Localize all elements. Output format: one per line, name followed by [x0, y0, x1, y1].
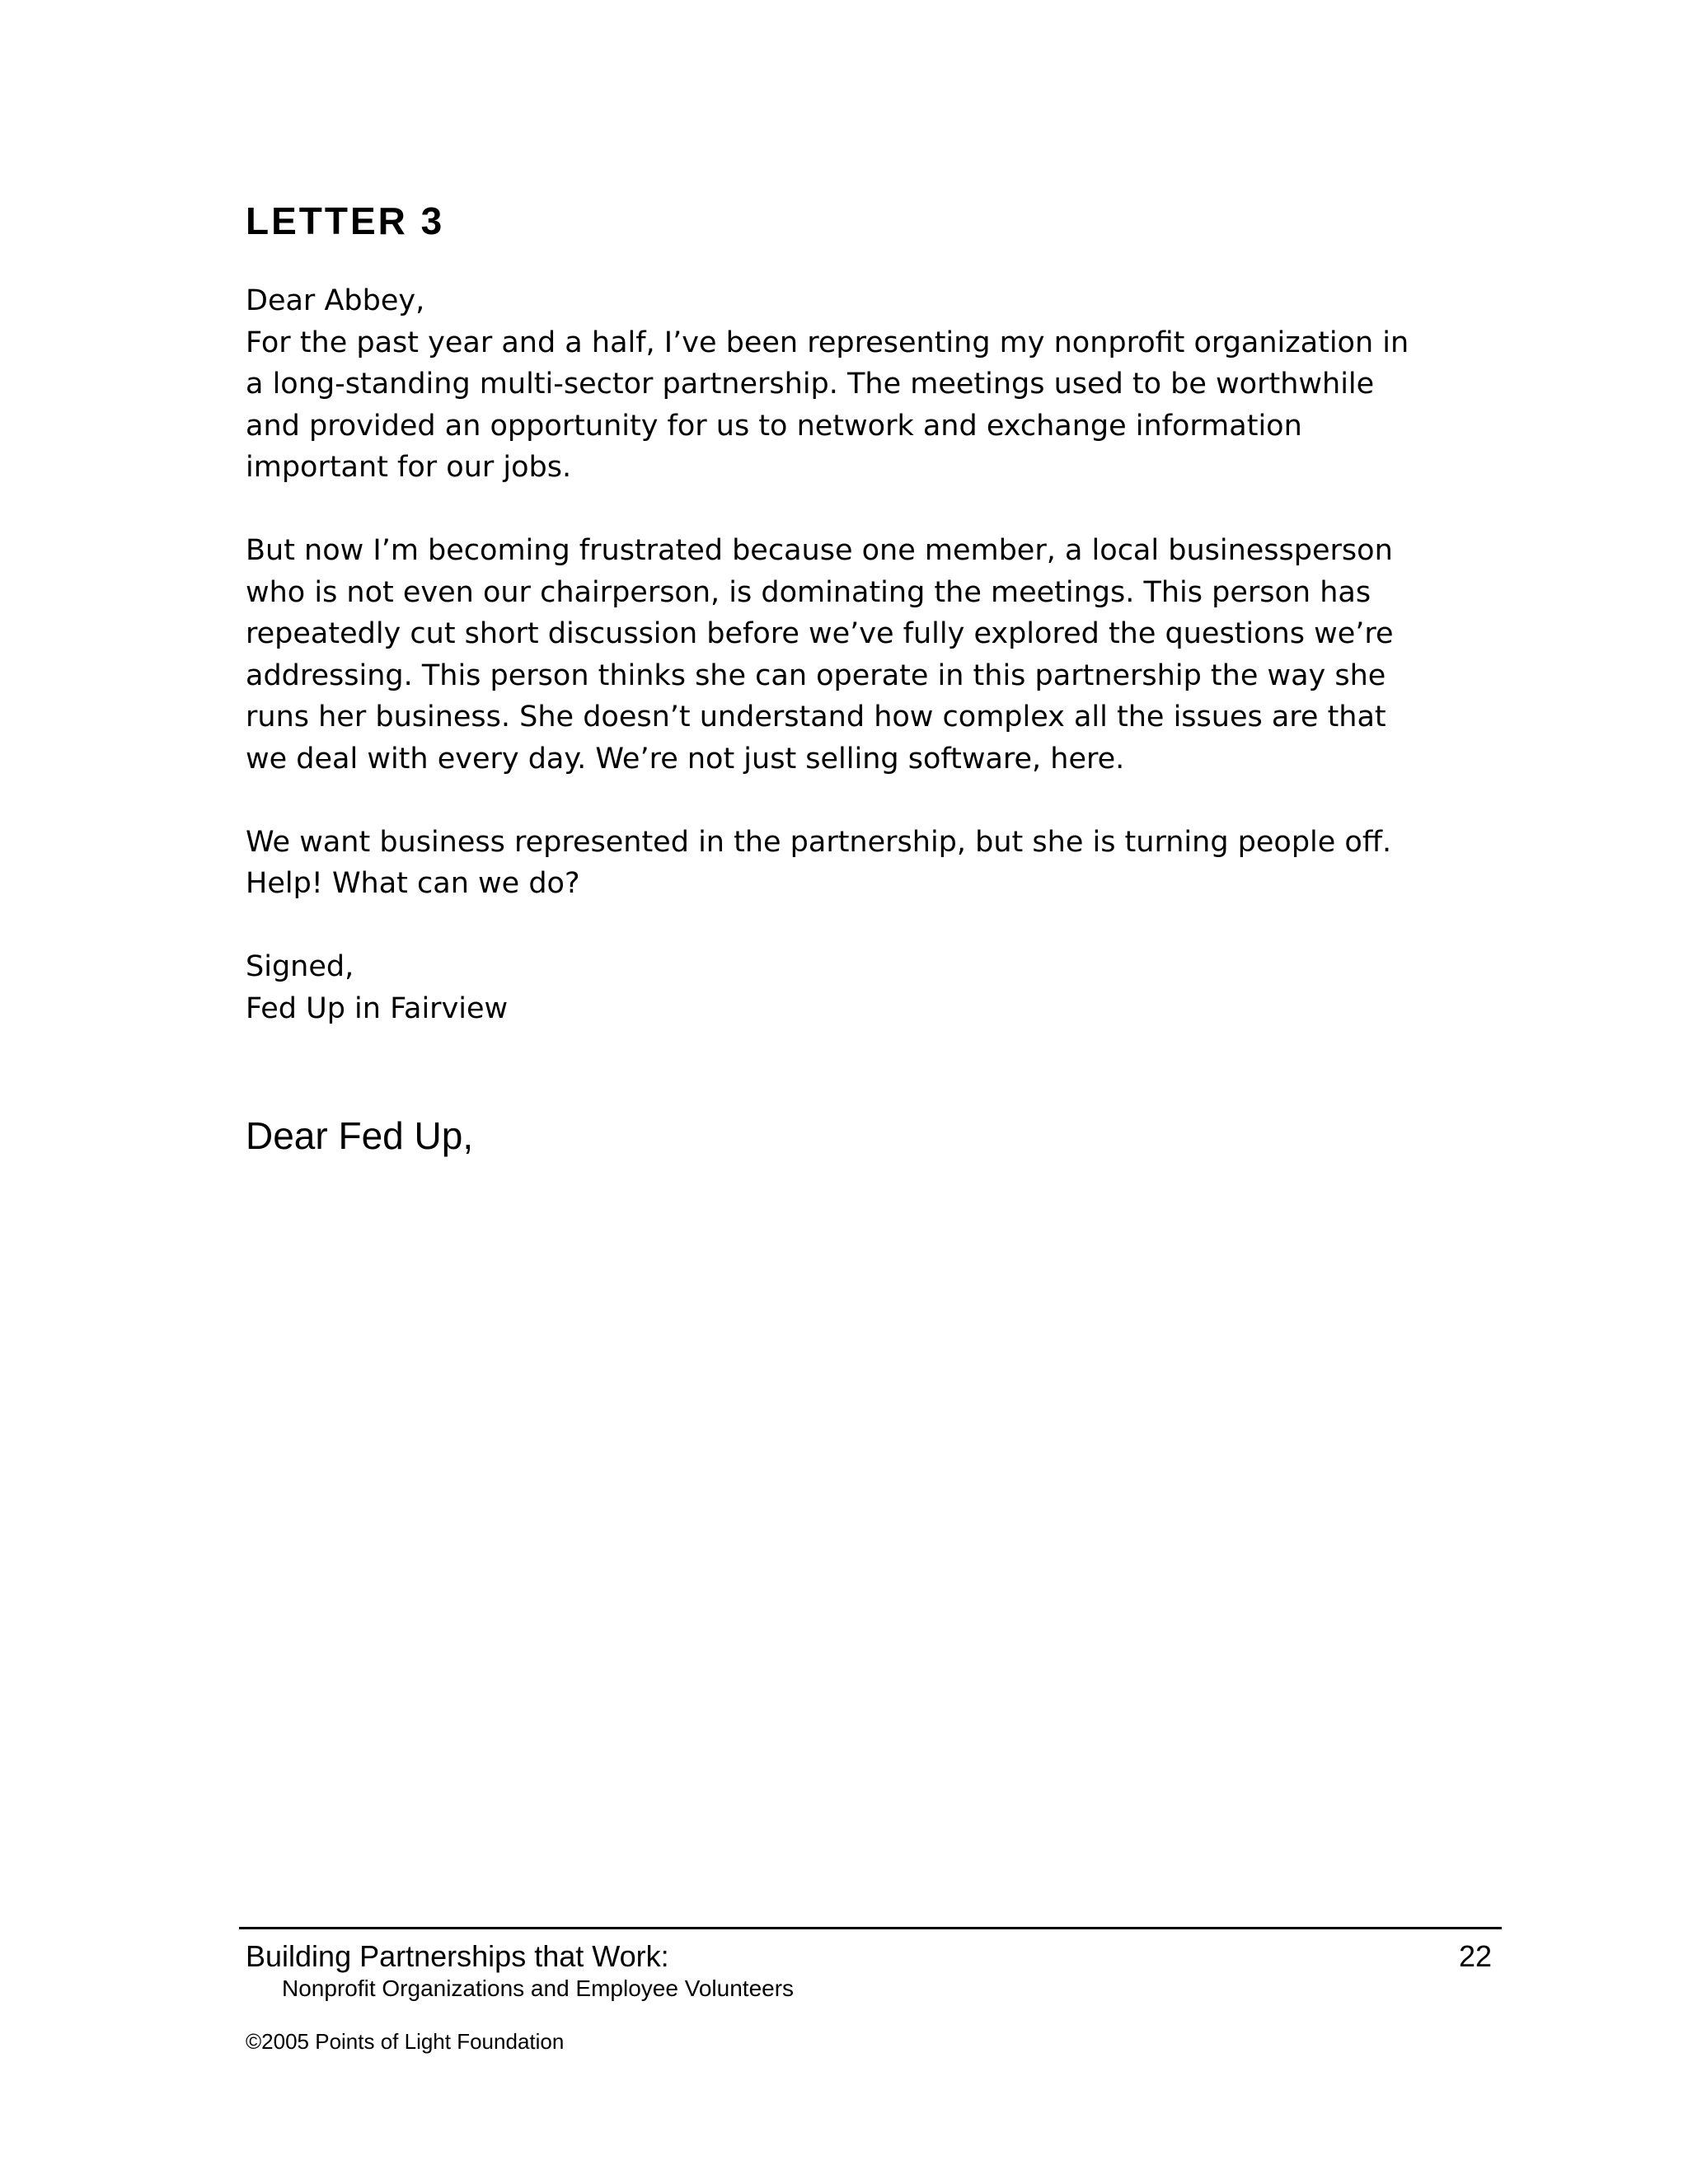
letter-signature: Fed Up in Fairview [246, 991, 509, 1025]
letter-heading: LETTER 3 [246, 199, 445, 242]
reply-salutation: Dear Fed Up, [246, 1114, 474, 1157]
letter-body [246, 280, 1416, 1029]
letter-paragraph-1: For the past year and a half, I’ve been representing my nonprofit organization in a long-standing multi-sector partnership. The meetings used to be worthwhile and provided an opportunity for us to network and exchange information important for our jobs. [246, 326, 1409, 484]
signature-block [246, 946, 1416, 1029]
letter-signoff: Signed, [246, 950, 354, 983]
footer-subtitle: Nonprofit Organizations and Employee Volunteers [282, 1975, 795, 2001]
footer-title: Building Partnerships that Work: [246, 1939, 669, 1973]
letter-salutation: Dear Abbey, [246, 284, 425, 317]
letter-paragraph-3: We want business represented in the partnership, but she is turning people off. Help! What can we do? [246, 825, 1392, 900]
footer-divider [239, 1927, 1502, 1929]
page-number: 22 [1458, 1939, 1492, 1973]
letter-paragraph-2: But now I’m becoming frustrated because one member, a local businessperson who is not even our chairperson, is dominating the meetings. This person has repeatedly cut short discussion before we’ve fully explored the questions we’re addressing. This person thinks she can operate in this partnership the way she runs her business. She doesn’t understand how complex all the issues are that we deal with every day. We’re not just selling software, here. [246, 534, 1394, 776]
copyright-notice: ©2005 Points of Light Foundation [246, 2029, 565, 2054]
